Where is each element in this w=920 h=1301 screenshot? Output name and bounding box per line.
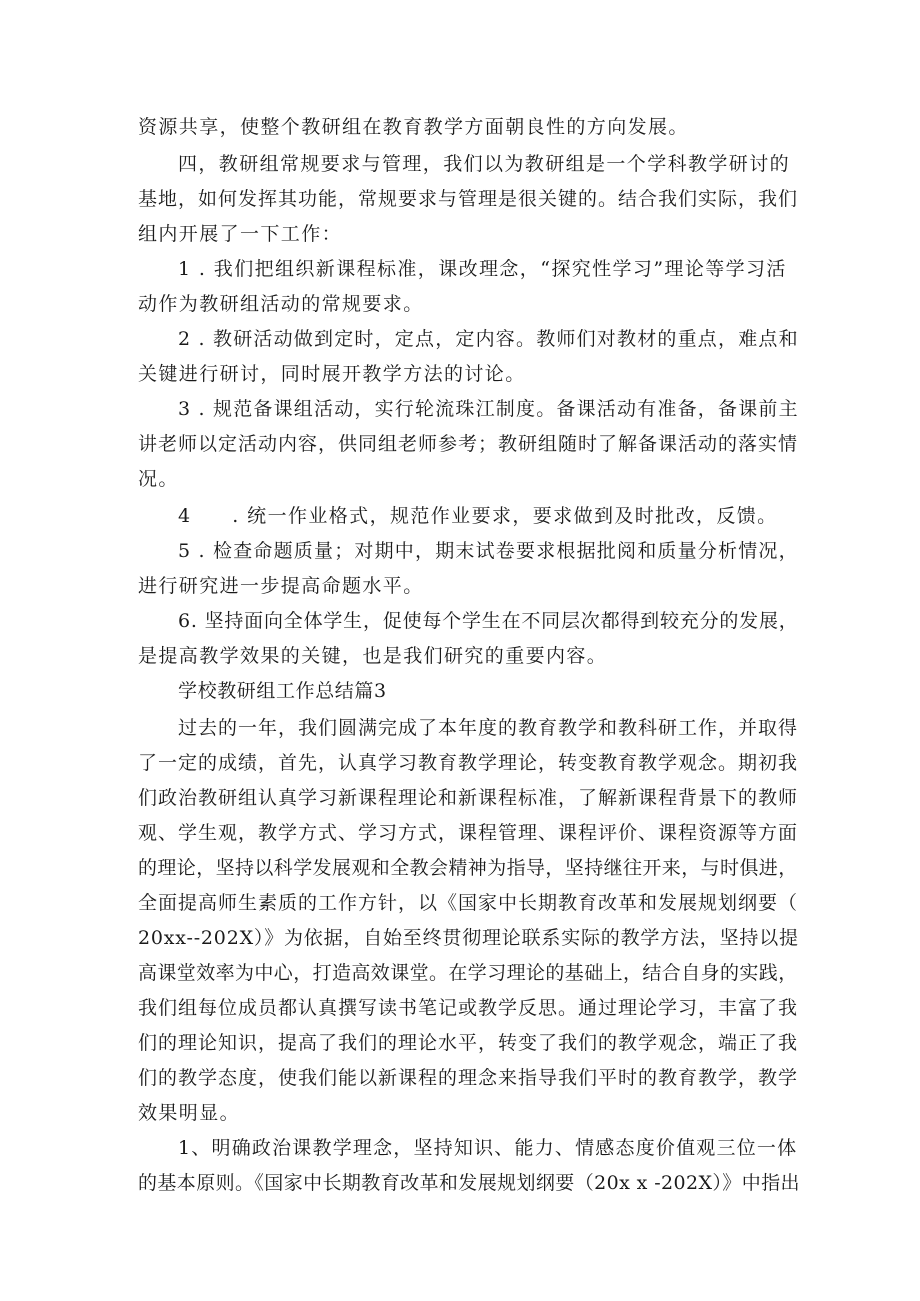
list-item-line: 是提高教学效果的关键，也是我们研究的重要内容。: [138, 645, 608, 667]
paragraph-line: 全面提高师生素质的工作方针，以《国家中长期教育改革和发展规划纲要（: [138, 892, 799, 914]
paragraph-line: 组内开展了一下工作：: [138, 223, 343, 245]
list-item-line: 进行研究进一步提高命题水平。: [138, 575, 424, 597]
list-item-line: 动作为教研组活动的常规要求。: [138, 293, 424, 315]
list-item-line: 4 . 统一作业格式，规范作业要求，要求做到及时批改，反馈。: [178, 505, 778, 527]
paragraph-line: 20xx--202X）》为依据，自始至终贯彻理论联系实际的教学方法，坚持以提: [138, 927, 799, 949]
paragraph-line: 们的理论知识，提高了我们的理论水平，转变了我们的教学观念，端正了我: [138, 1032, 799, 1054]
paragraph-line: 1、明确政治课教学理念，坚持知识、能力、情感态度价值观三位一体: [178, 1137, 798, 1159]
list-item-line: 5 . 检查命题质量；对期中，期末试卷要求根据批阅和质量分析情况，: [178, 540, 799, 562]
section-heading: 学校教研组工作总结篇3: [178, 680, 387, 702]
paragraph-line: 四，教研组常规要求与管理，我们以为教研组是一个学科教学研讨的: [178, 153, 791, 175]
paragraph-line: 的理论，坚持以科学发展观和全教会精神为指导，坚持继往开来，与时俱进，: [138, 857, 798, 879]
paragraph-line: 们的教学态度，使我们能以新课程的理念来指导我们平时的教育教学，教学: [138, 1067, 799, 1089]
paragraph-line: 我们组每位成员都认真撰写读书笔记或教学反思。通过理论学习，丰富了我: [138, 997, 799, 1019]
list-item-line: 况。: [138, 468, 179, 490]
list-item-line: 6. 坚持面向全体学生，促使每个学生在不同层次都得到较充分的发展，: [178, 610, 799, 632]
paragraph-line: 过去的一年，我们圆满完成了本年度的教育教学和教科研工作，并取得: [178, 717, 799, 739]
paragraph-line: 们政治教研组认真学习新课程理论和新课程标准，了解新课程背景下的教师: [138, 787, 799, 809]
paragraph-line: 观、学生观，教学方式、学习方式，课程管理、课程评价、课程资源等方面: [138, 822, 799, 844]
paragraph-line: 效果明显。: [138, 1102, 241, 1124]
paragraph-line: 资源共享，使整个教研组在教育教学方面朝良性的方向发展。: [138, 116, 689, 138]
list-item-line: 3 . 规范备课组活动，实行轮流珠江制度。备课活动有准备，备课前主: [178, 398, 799, 420]
paragraph-line: 基地，如何发挥其功能，常规要求与管理是很关键的。结合我们实际，我们: [138, 188, 799, 210]
list-item-line: 关键进行研讨，同时展开教学方法的讨论。: [138, 363, 526, 385]
paragraph-line: 的基本原则。《国家中长期教育改革和发展规划纲要（20x x -202X）》中指出: [138, 1172, 800, 1194]
paragraph-line: 了一定的成绩，首先，认真学习教育教学理论，转变教育教学观念。期初我: [138, 752, 799, 774]
paragraph-line: 高课堂效率为中心，打造高效课堂。在学习理论的基础上，结合自身的实践，: [138, 962, 798, 984]
list-item-line: 讲老师以定活动内容，供同组老师参考；教研组随时了解备课活动的落实情: [138, 433, 799, 455]
list-item-line: 1 . 我们把组织新课程标准，课改理念，“探究性学习”理论等学习活: [178, 258, 787, 280]
list-item-line: 2 . 教研活动做到定时，定点，定内容。教师们对教材的重点，难点和: [178, 328, 799, 350]
